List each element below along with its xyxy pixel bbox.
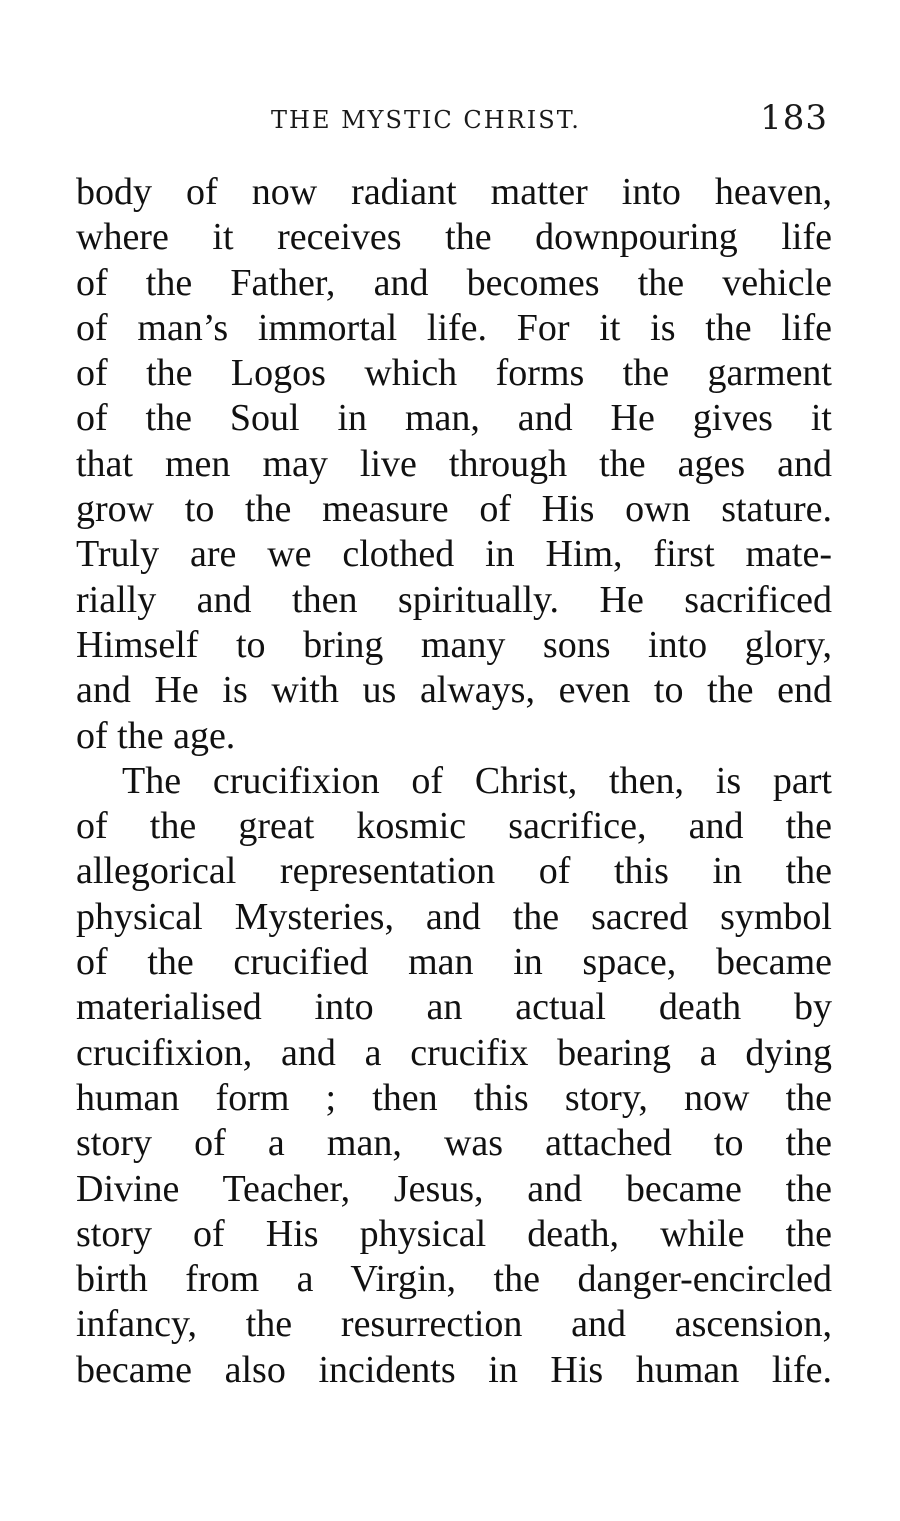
text-line: Divine Teacher, Jesus, and became the: [76, 1167, 832, 1210]
text-line: crucifixion, and a crucifix bearing a dying: [76, 1031, 832, 1074]
paragraph-1: [76, 170, 832, 759]
text-line: Truly are we clothed in Him, first mate-: [76, 533, 832, 576]
text-line: rially and then spiritually. He sacrificed: [76, 578, 832, 621]
text-line: of the crucified man in space, became: [76, 941, 832, 984]
text-line: The crucifixion of Christ, then, is part: [122, 759, 832, 802]
running-title: THE MYSTIC CHRIST.: [271, 106, 581, 134]
text-line: Himself to bring many sons into glory,: [76, 623, 832, 666]
text-line: infancy, the resurrection and ascension,: [76, 1303, 832, 1346]
page-number: 183: [760, 98, 828, 138]
text-line: birth from a Virgin, the danger-encircled: [76, 1258, 832, 1301]
text-line: that men may live through the ages and: [76, 442, 832, 485]
text-line: physical Mysteries, and the sacred symbol: [76, 895, 832, 938]
text-line: became also incidents in His human life.: [76, 1348, 832, 1391]
text-line: of the Logos which forms the garment: [76, 352, 832, 395]
text-line: body of now radiant matter into heaven,: [76, 171, 832, 213]
text-line: of the great kosmic sacrifice, and the: [76, 805, 832, 848]
text-line: where it receives the downpouring life: [76, 216, 832, 259]
text-line: of the age.: [76, 714, 236, 757]
paragraph-2: [76, 759, 832, 1393]
text-line: human form ; then this story, now the: [76, 1076, 832, 1119]
text-line: story of a man, was attached to the: [76, 1122, 832, 1165]
body-text: [76, 170, 832, 1393]
text-line: grow to the measure of His own stature.: [76, 488, 832, 531]
text-line: and He is with us always, even to the end: [76, 669, 832, 712]
text-line: allegorical representation of this in the: [76, 850, 832, 893]
running-head: [76, 98, 832, 138]
text-line: story of His physical death, while the: [76, 1212, 832, 1255]
text-line: of the Father, and becomes the vehicle: [76, 261, 832, 304]
text-line: of man’s immortal life. For it is the life: [76, 306, 832, 349]
text-line: of the Soul in man, and He gives it: [76, 397, 832, 440]
text-line: materialised into an actual death by: [76, 986, 832, 1029]
